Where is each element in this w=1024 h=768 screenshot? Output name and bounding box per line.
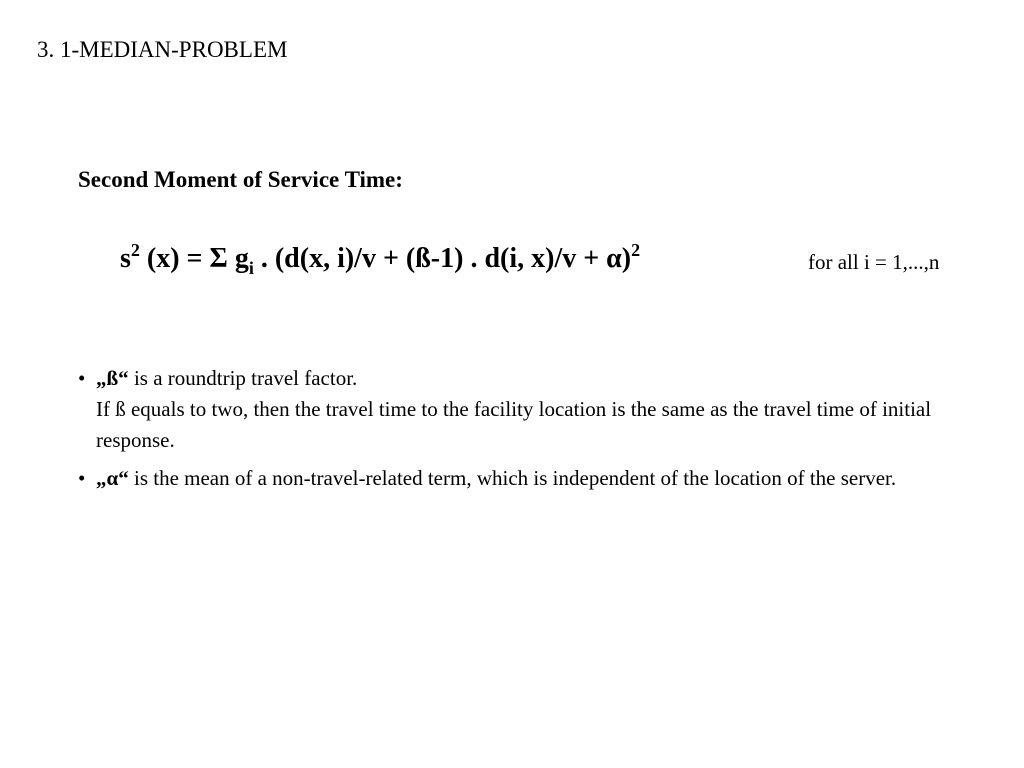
formula-lhs-argument: (x) = Σ g <box>139 243 249 274</box>
bullet-list <box>78 363 978 501</box>
formula-lhs-base: s <box>120 243 131 274</box>
bullet-continuation: If ß equals to two, then the travel time to the facility location is the same as the travel time of initial response. <box>96 397 932 452</box>
bullet-marker: • <box>78 366 86 390</box>
formula-condition: for all i = 1,...,n <box>808 250 940 274</box>
formula-rhs-exponent: 2 <box>631 240 641 260</box>
formula-subscript-i: i <box>248 258 254 278</box>
bullet-body <box>96 463 978 494</box>
formula-rhs-main: . (d(x, i)/v + (ß-1) . d(i, x)/v + α) <box>253 243 632 274</box>
bullet-body <box>96 363 978 456</box>
bullet-item-alpha <box>78 463 978 494</box>
formula <box>120 240 640 278</box>
formula-row <box>120 240 980 280</box>
bullet-symbol-beta: „ß“ <box>96 366 129 390</box>
bullet-item-beta <box>78 363 978 456</box>
section-heading: Second Moment of Service Time: <box>78 167 403 192</box>
bullet-symbol-alpha: „α“ <box>96 466 129 490</box>
slide-title: 3. 1-MEDIAN-PROBLEM <box>37 37 288 62</box>
bullet-first-line <box>96 463 978 494</box>
bullet-marker: • <box>78 466 86 490</box>
bullet-first-line <box>96 363 978 394</box>
formula-lhs-exponent: 2 <box>130 240 140 260</box>
bullet-text: is a roundtrip travel factor. <box>128 366 358 390</box>
bullet-text: is the mean of a non-travel-related term, which is independent of the location of the server. <box>128 466 897 490</box>
